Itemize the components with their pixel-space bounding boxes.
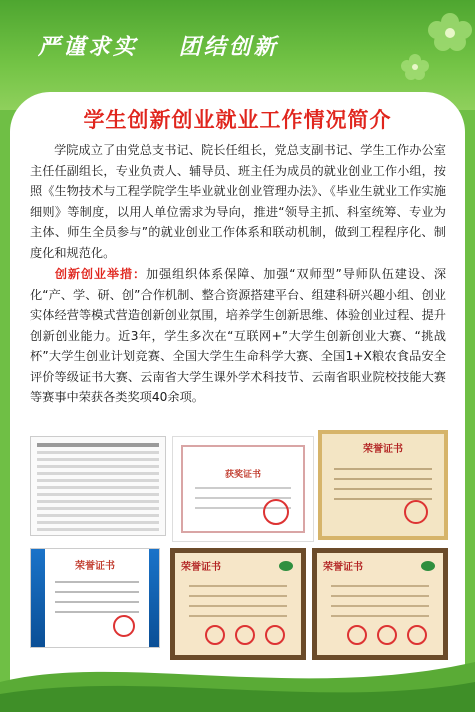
measures-paragraph: [30, 264, 446, 408]
header-slogan: [38, 30, 309, 61]
honor-certificate-image: [318, 430, 448, 540]
intro-paragraph: [30, 140, 446, 263]
seal-icon: [407, 625, 427, 645]
seal-icon: [113, 615, 135, 637]
intro-text: 学院成立了由党总支书记、院长任组长，党总支副书记、学生工作办公室主任任副组长，专业负责人、辅导员、班主任为成员的就业创业工作小组，按照《生物技术与工程学院学生毕业就业创业管理办法》、《毕业生就业工作实施细则》等制度，以用人单位需求为导向，推进“领导主抓、科室统筹、专业为主体、师生全员参与”的就业创业工作体系和联动机制，做到工程程序化、制度化和规范化。: [30, 143, 446, 260]
honor-certificate-image: [30, 548, 160, 648]
seal-icon: [377, 625, 397, 645]
award-certificate-image: [172, 436, 314, 542]
slogan-right: 团结创新: [178, 34, 279, 60]
award-list-image: [30, 436, 166, 536]
certificate-title: 荣誉证书: [75, 561, 115, 572]
slogan-left: 严谨求实: [38, 34, 139, 60]
page-title: 学生创新创业就业工作情况简介: [83, 108, 392, 132]
logo-icon: [421, 561, 435, 571]
seal-icon: [265, 625, 285, 645]
honor-certificate-image: [312, 548, 448, 660]
measures-heading: 创新创业举措：: [54, 267, 147, 281]
seal-icon: [404, 500, 428, 524]
measures-text: 加强组织体系保障、加强“双师型”导师队伍建设、深化“产、学、研、创”合作机制、整合资源搭建平台、组建科研兴趣小组、创业实体经营等模式营造创新创业氛围，培养学生创新思维、体验创业过程、提升创新创业能力。近3年，学生多次在“互联网+”大学生创新创业大赛、“挑战杯”大学生创业计划竞赛、全国大学生生命科学大赛、全国1+X粮农食品安全评价等级证书大赛、云南省大学生课外学术科技节、云南省职业院校技能大赛等赛事中荣获各类奖项40余项。: [30, 267, 447, 404]
logo-icon: [279, 561, 293, 571]
seal-icon: [235, 625, 255, 645]
seal-icon: [205, 625, 225, 645]
certificate-title: 荣誉证书: [363, 444, 403, 455]
seal-icon: [347, 625, 367, 645]
certificate-title: 荣誉证书: [181, 562, 221, 573]
honor-certificate-image: [170, 548, 306, 660]
certificate-title: 荣誉证书: [323, 562, 363, 573]
seal-icon: [263, 499, 289, 525]
certificate-title: 获奖证书: [224, 470, 261, 480]
